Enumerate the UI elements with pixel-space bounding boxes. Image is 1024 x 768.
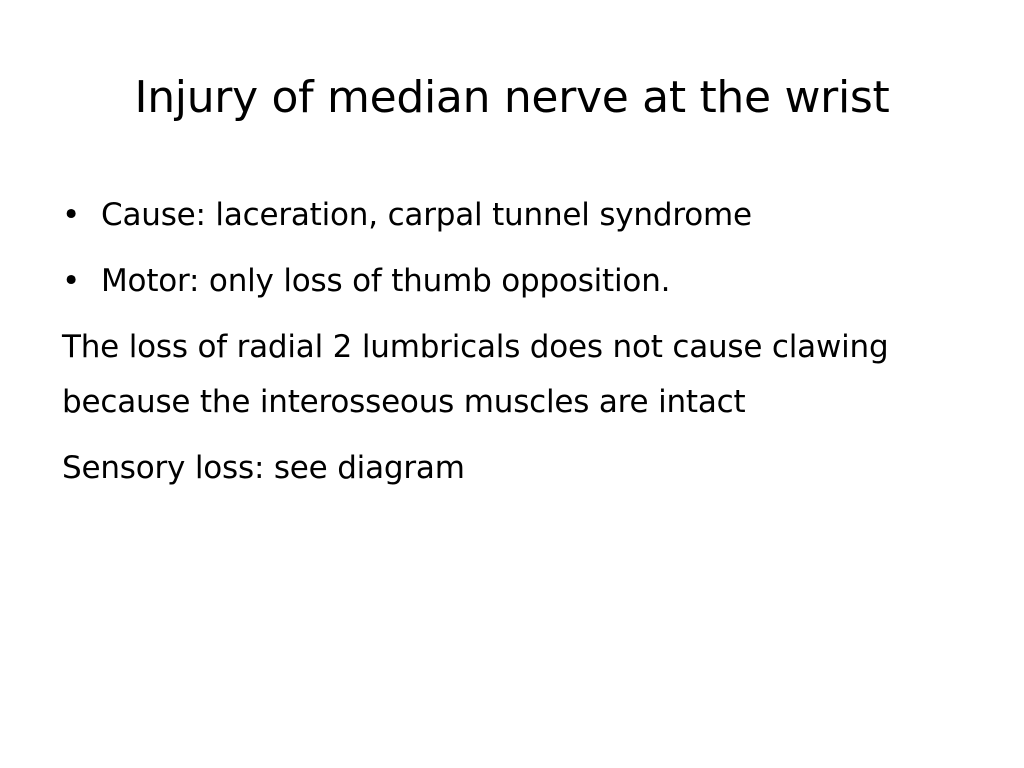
bullet-item-motor — [62, 254, 962, 320]
bullet-text: Motor: only loss of thumb opposition. — [101, 263, 671, 299]
bullet-list — [62, 188, 962, 320]
bullet-text: Cause: laceration, carpal tunnel syndrome — [101, 197, 752, 233]
bullet-dot-icon: • — [62, 263, 81, 299]
bullet-item-cause — [62, 188, 962, 254]
paragraph-sensory-loss: Sensory loss: see diagram — [62, 450, 465, 486]
slide-title: Injury of median nerve at the wrist — [134, 72, 890, 123]
slide-body — [62, 188, 962, 496]
paragraph-lumbricals: The loss of radial 2 lumbricals does not cause clawing because the interosseous muscles are intact — [62, 329, 889, 420]
bullet-dot-icon: • — [62, 197, 81, 233]
